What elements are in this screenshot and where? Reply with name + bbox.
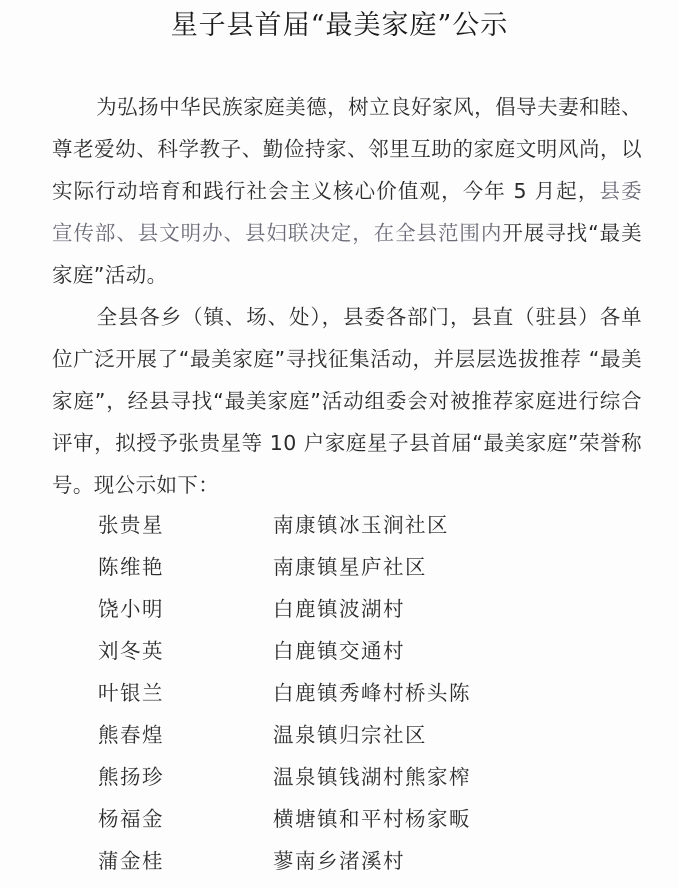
family-name: 刘冬英 <box>98 639 164 663</box>
family-location: 南康镇星庐社区 <box>273 555 427 579</box>
family-list <box>98 504 573 882</box>
family-name: 张贵星 <box>98 513 164 537</box>
family-row <box>98 546 573 588</box>
family-location: 蓼南乡渚溪村 <box>273 849 405 873</box>
document-title: 星子县首届“最美家庭”公示 <box>170 10 509 41</box>
family-name: 杨福金 <box>98 807 164 831</box>
family-row <box>98 630 573 672</box>
family-name: 熊春煌 <box>98 723 164 747</box>
family-name: 蒲金桂 <box>98 849 164 873</box>
intro-text-part1: 为弘扬中华民族家庭美德，树立良好家风，倡导夫妻和睦、尊老爱幼、科学教子、勤俭持家、邻里互助的家庭文明风尚，以实际行动培育和践行社会主义核心价值观，今年 5 月起， <box>52 95 642 203</box>
intro-text-part3: 开展寻找“最美家庭”活动。 <box>52 221 642 287</box>
intro-paragraph <box>52 86 642 296</box>
family-location: 白鹿镇波湖村 <box>273 597 405 621</box>
family-row <box>98 798 573 840</box>
family-location: 白鹿镇交通村 <box>273 639 405 663</box>
family-location: 温泉镇归宗社区 <box>273 723 427 747</box>
family-row <box>98 714 573 756</box>
family-row <box>98 672 573 714</box>
intro-text-part2: 县委宣传部、县文明办、县妇联决定，在全县范围内 <box>52 179 642 245</box>
family-row <box>98 840 573 882</box>
family-location: 横塘镇和平村杨家畈 <box>273 807 471 831</box>
family-location: 南康镇冰玉涧社区 <box>273 513 449 537</box>
selection-paragraph <box>52 296 642 506</box>
family-row <box>98 504 573 546</box>
family-location: 温泉镇钱湖村熊家榨 <box>273 765 471 789</box>
family-location: 白鹿镇秀峰村桥头陈 <box>273 681 471 705</box>
family-row <box>98 588 573 630</box>
family-row <box>98 756 573 798</box>
family-name: 陈维艳 <box>98 555 164 579</box>
selection-text: 全县各乡（镇、场、处），县委各部门，县直（驻县）各单位广泛开展了“最美家庭”寻找征集活动，并层层选拔推荐 “最美家庭”，经县寻找“最美家庭”活动组委会对被推荐家庭进行综合评审，拟授予张贵星等 10 户家庭星子县首届“最美家庭”荣誉称号。现公示如下： <box>52 305 642 497</box>
family-name: 叶银兰 <box>98 681 164 705</box>
family-name: 饶小明 <box>98 597 164 621</box>
family-name: 熊扬珍 <box>98 765 164 789</box>
